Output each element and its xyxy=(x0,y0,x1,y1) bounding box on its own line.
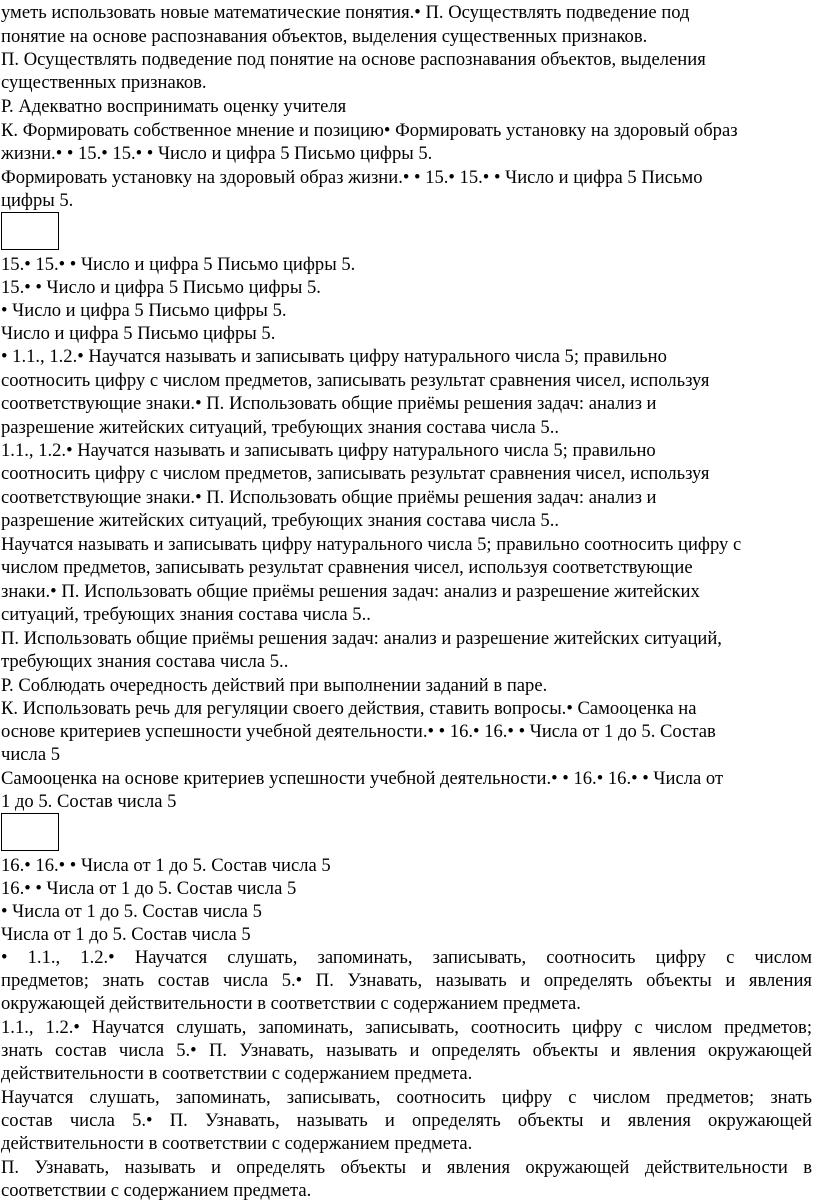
text-line: • 1.1., 1.2.• Научатся называть и записывать цифру натурального числа 5; правильно xyxy=(1,346,667,367)
text-line: ситуаций, требующих знания состава числа 5.. xyxy=(1,604,371,625)
empty-frame xyxy=(1,813,59,851)
text-line: 15.• 15.• • Число и цифра 5 Письмо цифры 5. xyxy=(1,254,356,275)
empty-frame xyxy=(1,212,59,250)
text-line: жизни.• • 15.• 15.• • Число и цифра 5 Письмо цифры 5. xyxy=(1,143,433,164)
text-line: соответствующие знаки.• П. Использовать общие приёмы решения задач: анализ и xyxy=(1,393,657,414)
text-line: соответствии с содержанием предмета. xyxy=(1,1180,312,1201)
text-line: цифры 5. xyxy=(1,190,74,211)
text-line: Число и цифра 5 Письмо цифры 5. xyxy=(1,323,276,344)
text-line: К. Использовать речь для регуляции своего действия, ставить вопросы.• Самооценка на xyxy=(1,698,697,719)
text-line: 1.1., 1.2.• Научатся слушать, запоминать, записывать, соотносить цифру с числом предметов; xyxy=(1,1017,812,1038)
text-line: разрешение житейских ситуаций, требующих знания состава числа 5.. xyxy=(1,510,560,531)
text-line: разрешение житейских ситуаций, требующих знания состава числа 5.. xyxy=(1,417,560,438)
text-line: К. Формировать собственное мнение и позицию• Формировать установку на здоровый образ xyxy=(1,120,738,141)
text-line: числом предметов, записывать результат сравнения чисел, используя соответствующие xyxy=(1,557,693,578)
text-line: 16.• 16.• • Числа от 1 до 5. Состав числа 5 xyxy=(1,855,331,876)
text-line: 16.• • Числа от 1 до 5. Состав числа 5 xyxy=(1,878,297,899)
text-line: П. Осуществлять подведение под понятие на основе распознавания объектов, выделения xyxy=(1,49,706,70)
text-line: Р. Адекватно воспринимать оценку учителя xyxy=(1,96,347,117)
text-line: окружающей действительности в соответствии с содержанием предмета. xyxy=(1,993,581,1014)
text-line: существенных признаков. xyxy=(1,72,207,93)
text-line: Числа от 1 до 5. Состав числа 5 xyxy=(1,924,251,945)
text-line: П. Узнавать, называть и определять объекты и явления окружающей действительности в xyxy=(1,1157,812,1178)
text-line: знать состав числа 5.• П. Узнавать, называть и определять объекты и явления окружающей xyxy=(1,1040,812,1061)
text-line: 1 до 5. Состав числа 5 xyxy=(1,791,177,812)
text-line: • Числа от 1 до 5. Состав числа 5 xyxy=(1,901,262,922)
text-line: Р. Соблюдать очередность действий при выполнении заданий в паре. xyxy=(1,675,548,696)
text-line: соответствующие знаки.• П. Использовать общие приёмы решения задач: анализ и xyxy=(1,487,657,508)
text-line: предметов; знать состав числа 5.• П. Узнавать, называть и определять объекты и явления xyxy=(1,970,812,991)
text-line: П. Использовать общие приёмы решения задач: анализ и разрешение житейских ситуаций, xyxy=(1,628,722,649)
text-line: Научатся слушать, запоминать, записывать, соотносить цифру с числом предметов; знать xyxy=(1,1087,812,1108)
text-line: Самооценка на основе критериев успешности учебной деятельности.• • 16.• 16.• • Числа от xyxy=(1,768,724,789)
text-line: 15.• • Число и цифра 5 Письмо цифры 5. xyxy=(1,277,321,298)
text-line: Формировать установку на здоровый образ жизни.• • 15.• 15.• • Число и цифра 5 Письмо xyxy=(1,167,703,188)
text-line: требующих знания состава числа 5.. xyxy=(1,651,289,672)
text-line: соотносить цифру с числом предметов, записывать результат сравнения чисел, используя xyxy=(1,463,710,484)
text-line: действительности в соответствии с содержанием предмета. xyxy=(1,1063,473,1084)
text-line: 1.1., 1.2.• Научатся называть и записывать цифру натурального числа 5; правильно xyxy=(1,440,656,461)
text-line: числа 5 xyxy=(1,744,61,765)
text-line: Научатся называть и записывать цифру натурального числа 5; правильно соотносить цифру с xyxy=(1,534,742,555)
text-line: соотносить цифру с числом предметов, записывать результат сравнения чисел, используя xyxy=(1,370,710,391)
text-line: понятие на основе распознавания объектов, выделения существенных признаков. xyxy=(1,26,648,47)
text-line: • Число и цифра 5 Письмо цифры 5. xyxy=(1,300,287,321)
text-line: • 1.1., 1.2.• Научатся слушать, запоминать, записывать, соотносить цифру с числом xyxy=(1,947,812,968)
text-line: уметь использовать новые математические понятия.• П. Осуществлять подведение под xyxy=(1,2,690,23)
text-line: основе критериев успешности учебной деятельности.• • 16.• 16.• • Числа от 1 до 5. Состав xyxy=(1,721,716,742)
text-line: действительности в соответствии с содержанием предмета. xyxy=(1,1133,473,1154)
text-line: знаки.• П. Использовать общие приёмы решения задач: анализ и разрешение житейских xyxy=(1,581,700,602)
text-line: состав числа 5.• П. Узнавать, называть и определять объекты и явления окружающей xyxy=(1,1110,812,1131)
